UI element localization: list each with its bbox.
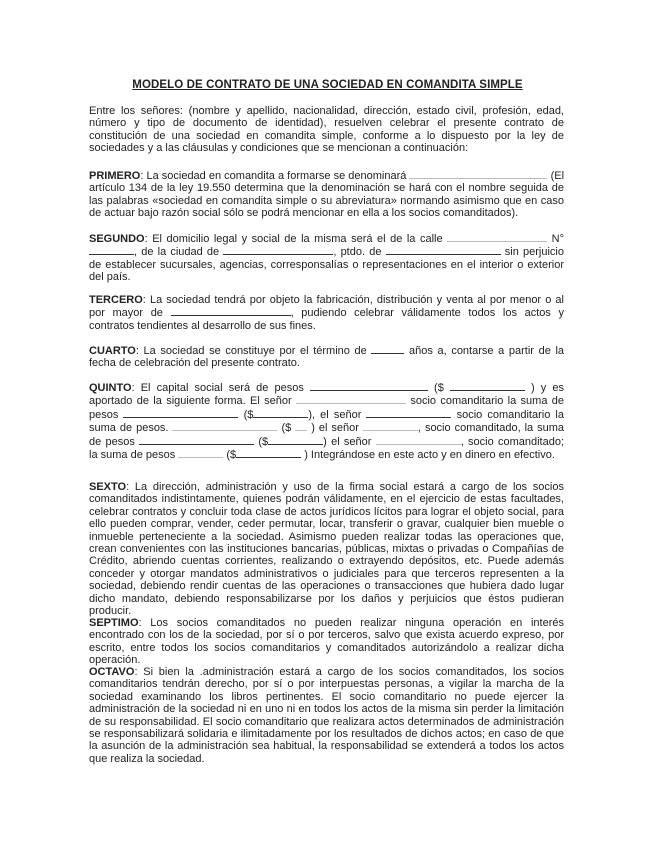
blank-termino	[371, 344, 404, 354]
document-title: MODELO DE CONTRATO DE UNA SOCIEDAD EN COMANDITA SIMPLE	[132, 79, 523, 91]
clause-segundo-text-5: sin perjuicio de establecer sucursales, agencias, corresponsalías o representaciones en el interior o exterior del país.	[89, 246, 564, 284]
clause-segundo-text-4: , ptdo. de	[333, 246, 382, 259]
clause-segundo-label: SEGUNDO	[89, 233, 145, 245]
clause-sexto	[89, 481, 564, 617]
clause-quinto-text-7: socio comanditario la suma de pesos.	[89, 408, 564, 435]
clause-tercero-label: TERCERO	[89, 294, 143, 306]
clause-tercero-text-1: : La sociedad tendrá por objeto la fabricación, distribución y venta al por menor o al por mayor de	[89, 294, 564, 320]
clause-quinto-text-16: ) Integrándose en este acto y en dinero en efectivo.	[304, 449, 555, 462]
clause-sexto-label: SEXTO	[89, 481, 127, 493]
clause-segundo-text-2: N°	[551, 233, 564, 245]
intro-paragraph: Entre los señores: (nombre y apellido, nacionalidad, dirección, estado civil, profesión, edad, número y tipo de documento de identidad), resuelven celebrar el presente contrato de constitución de una sociedad en comandita simple, conforme a lo dispuesto por la ley de sociedades y a las cláusulas y condiciones que se mencionan a continuación:	[89, 105, 564, 155]
clause-septimo-label: SEPTIMO	[89, 617, 139, 629]
blank-socio-1-numero	[253, 408, 308, 418]
blank-capital-numero	[450, 381, 525, 391]
blank-socio-4-pesos	[178, 448, 223, 458]
clause-segundo-text-1: : El domicilio legal y social de la misma será el de la calle	[144, 233, 443, 245]
clause-primero	[89, 169, 564, 220]
blank-ciudad	[223, 245, 333, 255]
clause-quinto-text-2: ($	[434, 382, 444, 394]
clause-quinto	[89, 381, 564, 461]
clause-quinto-text-14: , socio comanditado; la suma de pesos	[89, 435, 564, 462]
clause-sexto-text: : La dirección, administración y uso de la firma social estará a cargo de los socios comanditados indistintamente, quienes podrán válidamente, en el ejercicio de estas facultades, celebrar contratos y concluir toda clase de actos jurídicos lícitos para lograr el objeto social, para ello pueden comprar, vender, ceder permutar, locar, transferir o gravar, cualquier bien mueble o inmueble perteneciente a la sociedad. Asimismo pueden realizar todas las operaciones que, crean convenientes con las instituciones bancarias, públicas, mixtas o privadas o Compañías de Crédito, abriendo cuentas corrientes, realizando o extrayendo depósitos, etc. Puede además conceder y otorgar mandatos administrativos o judiciales para que terceros representen a la sociedad, debiendo rendir cuentas de las operaciones o transacciones que hubiera dado lugar dicho mandato, debiendo responsabilizarse por los daños y perjuicios que éstos pudieran producir.	[89, 481, 564, 618]
clause-cuarto	[89, 344, 564, 370]
blank-socio-2-numero	[295, 421, 307, 431]
clause-septimo-text: : Los socios comanditados no pueden realizar ninguna operación en interés encontrado con los de la sociedad, por sí o por terceros, salvo que exista acuerdo expreso, por escrito, entre todos los socios comanditarios y comanditados autorizándolo a realizar dicha operación.	[89, 617, 564, 667]
blank-objeto	[171, 306, 291, 316]
clause-segundo-text-3: , de la ciudad de	[134, 246, 220, 259]
clause-primero-text-2: (El artículo 134 de la ley 19.550 determina que la denominación se hará con el nombre seguida de las palabras «sociedad en comandita simple o su abreviatura» normando asimismo que en caso de actuar bajo razón social sólo se podrá mencionar en ella a los socios comanditados).	[89, 170, 565, 220]
blank-socio-2-pesos	[172, 421, 277, 431]
blank-socio-4	[376, 435, 461, 445]
clause-quinto-text-13: ) el señor	[323, 435, 372, 448]
blank-socio-1-pesos	[123, 408, 238, 418]
clause-quinto-label: QUINTO	[89, 382, 132, 394]
clause-quinto-text-3: ) y es aportado de la siguiente forma. El señor	[89, 382, 564, 408]
clause-quinto-text-4: socio comanditario la suma de pesos	[89, 395, 564, 421]
blank-socio-3	[363, 421, 418, 431]
clause-quinto-text-6: ), el señor	[308, 408, 362, 421]
clause-tercero-text-2: , pudiendo celebrar válidamente todos los actos y contratos tendientes al desarrollo de sus fines.	[89, 307, 564, 332]
clause-quinto-text-15: ($	[226, 449, 237, 462]
clause-primero-label: PRIMERO	[89, 170, 141, 182]
clause-cuarto-text-1: : La sociedad se constituye por el término de	[135, 345, 367, 357]
blank-socio-3-pesos	[139, 435, 254, 445]
clause-quinto-text-1: : El capital social será de pesos	[131, 382, 304, 394]
blank-numero	[89, 245, 134, 255]
clause-quinto-text-10: ,	[417, 422, 421, 435]
clause-quinto-text-8: ($	[281, 422, 292, 435]
clause-quinto-text-11: socio comanditado, la suma de pesos	[89, 422, 565, 448]
blank-socio-1	[296, 394, 406, 404]
clause-quinto-text-5: ($	[243, 408, 254, 421]
clause-segundo	[89, 232, 564, 284]
blank-calle	[447, 232, 547, 242]
blank-partido	[386, 245, 501, 255]
clause-octavo-label: OCTAVO	[89, 666, 135, 678]
clause-quinto-text-12: ($	[258, 435, 269, 448]
clause-septimo	[89, 617, 564, 667]
clause-tercero	[89, 294, 564, 332]
clause-cuarto-text-2: años a, contarse a partir de la fecha de celebración del presente contrato.	[89, 345, 565, 370]
clause-octavo-text: : Si bien la .administración estará a cargo de los socios comanditados, los socios comanditarios tendrán derecho, por sí o por interpuestas personas, a vigilar la marcha de la sociedad examinando los libros pertinentes. El socio comanditario no puede ejercer la administración de la sociedad ni en uno ni en todos los actos de la misma sin perder la limitación de su responsabilidad. El socio comanditario que realizara actos determinados de administración se responsabilizará solidaria e ilimitadamente por los resultados de dichos actos; en caso de que la asunción de la administración sea habitual, la responsabilidad se extenderá a todos los actos que realiza la sociedad.	[89, 666, 564, 765]
clause-cuarto-label: CUARTO	[89, 345, 136, 357]
clause-quinto-text-9: ) el señor	[311, 422, 359, 435]
clause-primero-text-1: : La sociedad en comandita a formarse se denominará	[140, 170, 407, 182]
blank-socio-2	[366, 408, 451, 418]
blank-socio-3-numero	[268, 435, 323, 445]
clause-octavo	[89, 666, 564, 765]
blank-capital-pesos	[310, 381, 428, 391]
blank-socio-4-numero	[236, 448, 301, 458]
blank-denominacion	[409, 169, 547, 179]
